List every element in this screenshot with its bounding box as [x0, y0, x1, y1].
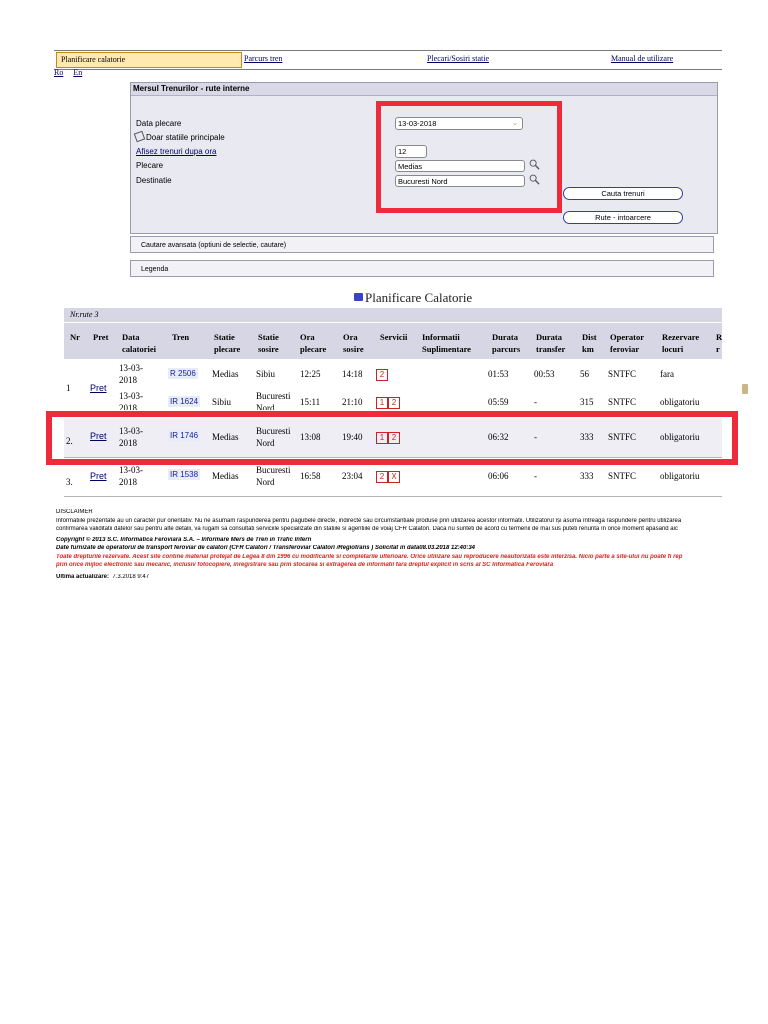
- nav-manual-utilizare[interactable]: Manual de utilizare: [611, 54, 674, 63]
- search-trains-button[interactable]: Cauta trenuri: [563, 187, 683, 200]
- to-input[interactable]: Bucuresti Nord: [395, 175, 525, 187]
- bookmark-icon: [354, 293, 363, 301]
- from-input[interactable]: Medias: [395, 160, 525, 172]
- arrival-station: Bucuresti Nord: [256, 426, 291, 448]
- header-extra: R r: [716, 332, 723, 354]
- main-stations-option[interactable]: [135, 132, 225, 142]
- train-link[interactable]: IR 1746: [170, 431, 199, 440]
- language-switch: [54, 68, 90, 77]
- transfer-duration: -: [534, 471, 537, 481]
- train-link[interactable]: IR 1624: [170, 397, 199, 406]
- duration: 06:06: [488, 471, 509, 481]
- row-nr: 2.: [66, 436, 73, 446]
- main-stations-label: Doar statiile principale: [146, 133, 225, 142]
- header-rezervare: Rezervare locuri: [662, 332, 700, 354]
- header-statie-plecare: Statie plecare: [214, 332, 241, 354]
- reservation-key-icon[interactable]: [742, 384, 748, 394]
- legend-section[interactable]: Legenda: [130, 260, 714, 277]
- header-dist: Dist km: [582, 332, 597, 354]
- operator: SNTFC: [608, 471, 637, 481]
- routes-count: Nr.rute 3: [64, 308, 722, 322]
- train-link[interactable]: IR 1538: [170, 470, 199, 479]
- header-data: Data calatoriei: [122, 332, 156, 354]
- price-link[interactable]: Pret: [90, 471, 107, 481]
- departure-time: 16:58: [300, 471, 321, 481]
- disclaimer-line: confirmarea validitatii datelor sau pentru alte detalii, va rugam sa consultati serviciile specializate din statiile si agentiile de voiaj CFR Calatori. Daca nu sunteti de acord cu termenii de mai sus puteti renunta în orice moment apasand aic: [56, 526, 678, 532]
- arrival-station: Bucuresti Nord: [256, 391, 291, 410]
- class-2-icon: 2: [388, 397, 400, 409]
- arrival-time: 14:18: [342, 369, 363, 379]
- departure-time: 13:08: [300, 432, 321, 442]
- distance: 333: [580, 471, 594, 481]
- results-title-text: Planificare Calatorie: [365, 290, 473, 305]
- price-link[interactable]: Pret: [90, 383, 107, 393]
- disclaimer-title: DISCLAIMER: [56, 509, 93, 515]
- departure-station: Sibiu: [212, 397, 232, 407]
- duration: 01:53: [488, 369, 509, 379]
- header-informatii: Informatii Suplimentare: [422, 332, 471, 354]
- header-tren: Tren: [172, 332, 190, 342]
- class-2-icon: 2: [388, 432, 400, 444]
- disclaimer-line: Informatiile prezentate au un caracter pur orientativ. Nu ne asumam raspunderea pentru pagubele directe, indirecte sau circumstantiale produse prin utilizarea acestor informatii. Utilizatorul își asumă întreaga răspundere pentru utilizarea: [56, 518, 682, 524]
- top-navigation: [54, 50, 722, 70]
- last-update-value: 7.3.2018 9:47: [112, 574, 150, 580]
- table-row: [64, 462, 722, 497]
- return-routes-button[interactable]: Rute - intoarcere: [563, 211, 683, 224]
- last-update-label: Ultima actualizare:: [56, 574, 110, 580]
- operator: SNTFC: [608, 369, 637, 379]
- operator: SNTFC: [608, 432, 637, 442]
- header-statie-sosire: Statie sosire: [258, 332, 279, 354]
- nav-planificare-calatorie[interactable]: Planificare calatorie: [56, 52, 242, 68]
- nav-plecari-sosiri[interactable]: Plecari/Sosiri statie: [427, 54, 489, 63]
- operator: SNTFC: [608, 397, 637, 407]
- nav-parcurs-tren[interactable]: Parcurs tren: [244, 54, 283, 63]
- header-durata-transfer: Durata transfer: [536, 332, 566, 354]
- transfer-duration: 00:53: [534, 369, 555, 379]
- lang-ro-link[interactable]: Ro: [54, 68, 64, 77]
- duration: 05:59: [488, 397, 509, 407]
- distance: 315: [580, 397, 594, 407]
- highlight-box-search: [376, 101, 562, 213]
- data-provider: Date furnizate de operatorul de transport feroviar de calatori (CFR Calatori / Transferoviar Calatori /Regiotrans ) Solicitat in data08.03.2018 12:40:34: [56, 545, 476, 551]
- class-1-icon: 1: [376, 432, 388, 444]
- results-title: [354, 290, 472, 306]
- class-2-icon: 2: [376, 369, 388, 381]
- class-1-icon: 1: [376, 397, 388, 409]
- class-2-icon: 2: [376, 471, 388, 483]
- row-nr: 3.: [66, 477, 73, 487]
- header-pret: Pret: [93, 332, 109, 342]
- to-label: Destinatie: [136, 176, 172, 185]
- arrival-time: 19:40: [342, 432, 363, 442]
- travel-date: 13-03- 2018: [119, 391, 143, 410]
- transfer-duration: -: [534, 432, 537, 442]
- duration: 06:32: [488, 432, 509, 442]
- table-header: [64, 323, 722, 359]
- reservation: obligatoriu: [660, 432, 700, 442]
- travel-date: 13-03- 2018: [119, 363, 143, 385]
- departure-time: 12:25: [300, 369, 321, 379]
- reservation: obligatoriu: [660, 471, 700, 481]
- highlight-box-row: [46, 411, 738, 465]
- departure-time: 15:11: [300, 397, 321, 407]
- date-value: 13-03-2018: [398, 119, 437, 128]
- header-servicii: Servicii: [380, 332, 408, 342]
- header-ora-sosire: Ora sosire: [343, 332, 364, 354]
- arrival-station: Sibiu: [256, 369, 276, 379]
- transfer-duration: -: [534, 397, 537, 407]
- distance: 56: [580, 369, 589, 379]
- no-service-icon: X: [388, 471, 400, 483]
- advanced-search-section[interactable]: Cautare avansata (optiuni de selectie, cautare): [130, 236, 714, 253]
- after-hour-link[interactable]: Afisez trenuri dupa ora: [136, 147, 217, 156]
- arrival-time: 23:04: [342, 471, 363, 481]
- header-operator: Operator feroviar: [610, 332, 644, 354]
- rights-notice: prin orice mijloc electronic sau mecanic, inclusiv fotocopiere, inregistrare sau prin stocarea si extragerea de informatii fara dreptul explicit in scris al SC Informatica Feroviara: [56, 562, 554, 568]
- from-label: Plecare: [136, 161, 164, 170]
- hour-input[interactable]: 12: [395, 145, 427, 158]
- arrival-time: 21:10: [342, 397, 363, 407]
- departure-station: Medias: [212, 432, 239, 442]
- distance: 333: [580, 432, 594, 442]
- date-label: Data plecare: [136, 119, 182, 128]
- rights-notice: Toate drepturile rezervate. Acest site contine material protejat de Legea 8 din 1996 cu modificarile si completarile ulterioare. Orice utilizare sau reproducere neautorizata este interzisa. Nicio parte a site-ului nu poate fi rep: [56, 554, 683, 560]
- chevron-down-icon: ⌄: [512, 120, 518, 127]
- price-link[interactable]: Pret: [90, 431, 107, 441]
- checkbox-icon[interactable]: [134, 131, 146, 143]
- travel-date: 13-03- 2018: [119, 426, 143, 448]
- lang-en-link[interactable]: En: [73, 68, 83, 77]
- departure-station: Medias: [212, 369, 239, 379]
- header-nr: Nr: [70, 332, 80, 342]
- header-ora-plecare: Ora plecare: [300, 332, 327, 354]
- search-panel-title: Mersul Trenurilor - rute interne: [131, 83, 717, 96]
- departure-station: Medias: [212, 471, 239, 481]
- reservation: obligatoriu: [660, 397, 700, 407]
- table-row: [64, 362, 722, 413]
- travel-date: 13-03- 2018: [119, 465, 143, 487]
- copyright: Copyright © 2013 S.C. Informatica Feroviara S.A. – Informare Mers de Tren in Trafic Intern: [56, 537, 312, 543]
- arrival-station: Bucuresti Nord: [256, 465, 291, 487]
- header-durata-parcurs: Durata parcurs: [492, 332, 521, 354]
- train-link[interactable]: R 2506: [170, 369, 196, 378]
- reservation: fara: [660, 369, 674, 379]
- row-nr: 1: [66, 383, 71, 393]
- last-update: [56, 574, 724, 581]
